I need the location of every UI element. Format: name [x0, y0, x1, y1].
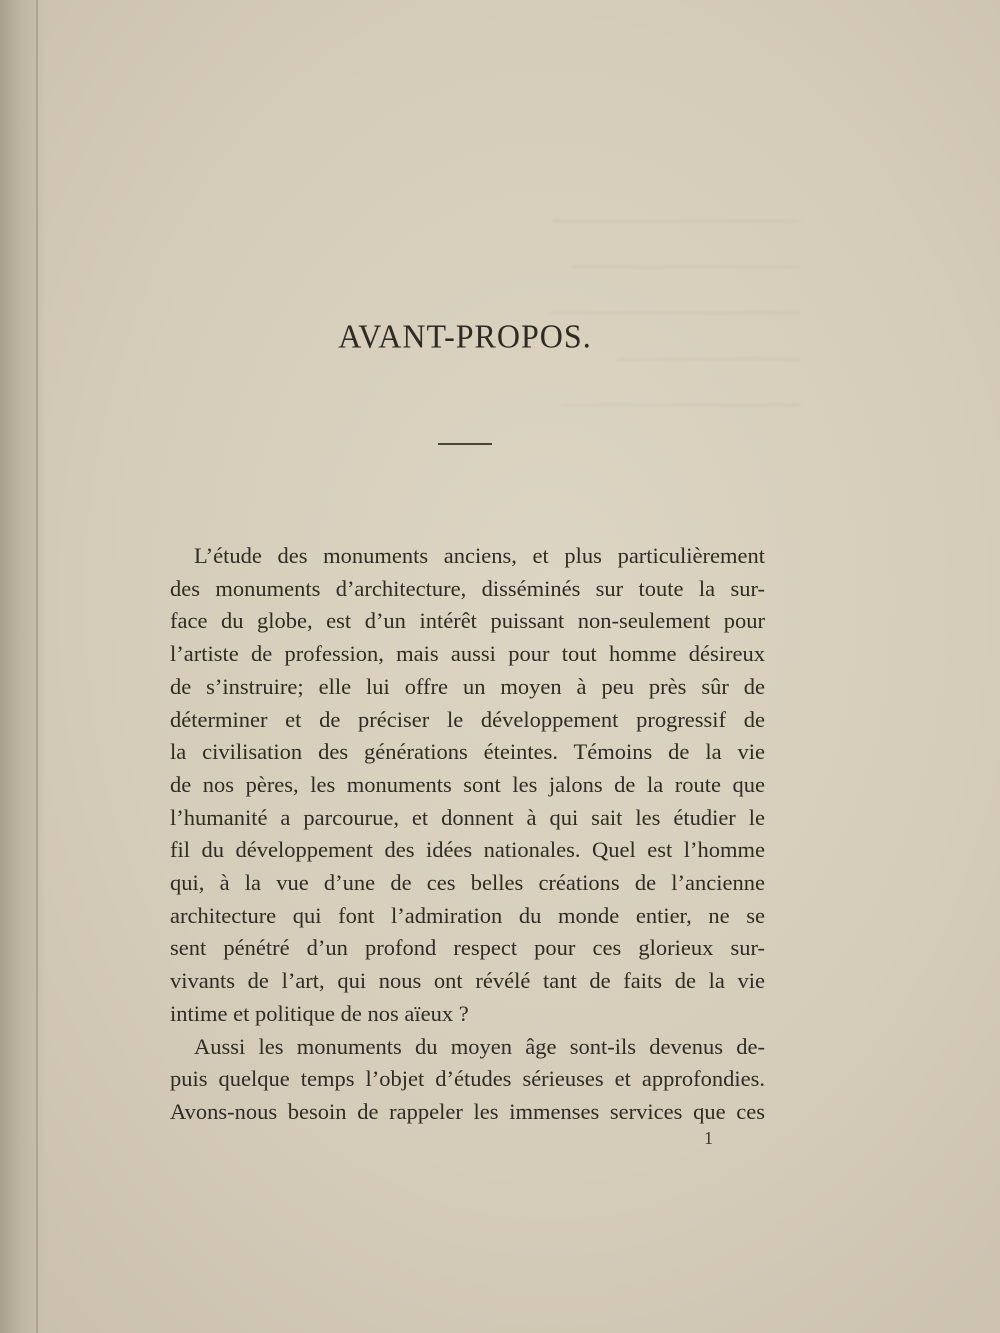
body-text: [170, 540, 765, 1129]
text-line: vivants de l’art, qui nous ont révélé tant de faits de la vie: [170, 968, 765, 994]
text-line: déterminer et de préciser le développement progressif de: [170, 706, 765, 732]
text-line: de s’instruire; elle lui offre un moyen à peu près sûr de: [170, 673, 765, 699]
text-line: intime et politique de nos aïeux ?: [170, 1000, 469, 1026]
title-rule: [438, 443, 492, 445]
page-title: AVANT-PROPOS.: [338, 317, 592, 355]
text-line: architecture qui font l’admiration du monde entier, ne se: [170, 902, 765, 928]
text-line: fil du développement des idées nationales. Quel est l’homme: [170, 837, 765, 863]
text-line: L’étude des monuments anciens, et plus particulièrement: [194, 543, 765, 568]
text-line: des monuments d’architecture, disséminés sur toute la sur-: [170, 575, 765, 601]
gutter-fold-line: [36, 0, 38, 1333]
text-line: Avons-nous besoin de rappeler les immenses services que ces: [170, 1098, 765, 1124]
text-line: Aussi les monuments du moyen âge sont-ils devenus de-: [194, 1033, 765, 1059]
text-line: l’artiste de profession, mais aussi pour tout homme désireux: [170, 641, 765, 667]
show-through-text: [540, 190, 800, 440]
text-line: de nos pères, les monuments sont les jalons de la route que: [170, 771, 765, 797]
text-line: qui, à la vue d’une de ces belles créations de l’ancienne: [170, 870, 765, 896]
text-line: la civilisation des générations éteintes. Témoins de la vie: [170, 739, 765, 765]
text-line: sent pénétré d’un profond respect pour ces glorieux sur-: [170, 935, 765, 961]
book-gutter: [0, 0, 46, 1333]
text-line: l’humanité a parcourue, et donnent à qui sait les étudier le: [170, 804, 765, 830]
text-line: face du globe, est d’un intérêt puissant non-seulement pour: [170, 608, 765, 634]
text-line: puis quelque temps l’objet d’études sérieuses et approfondies.: [170, 1066, 765, 1092]
page-number: 1: [704, 1128, 713, 1148]
